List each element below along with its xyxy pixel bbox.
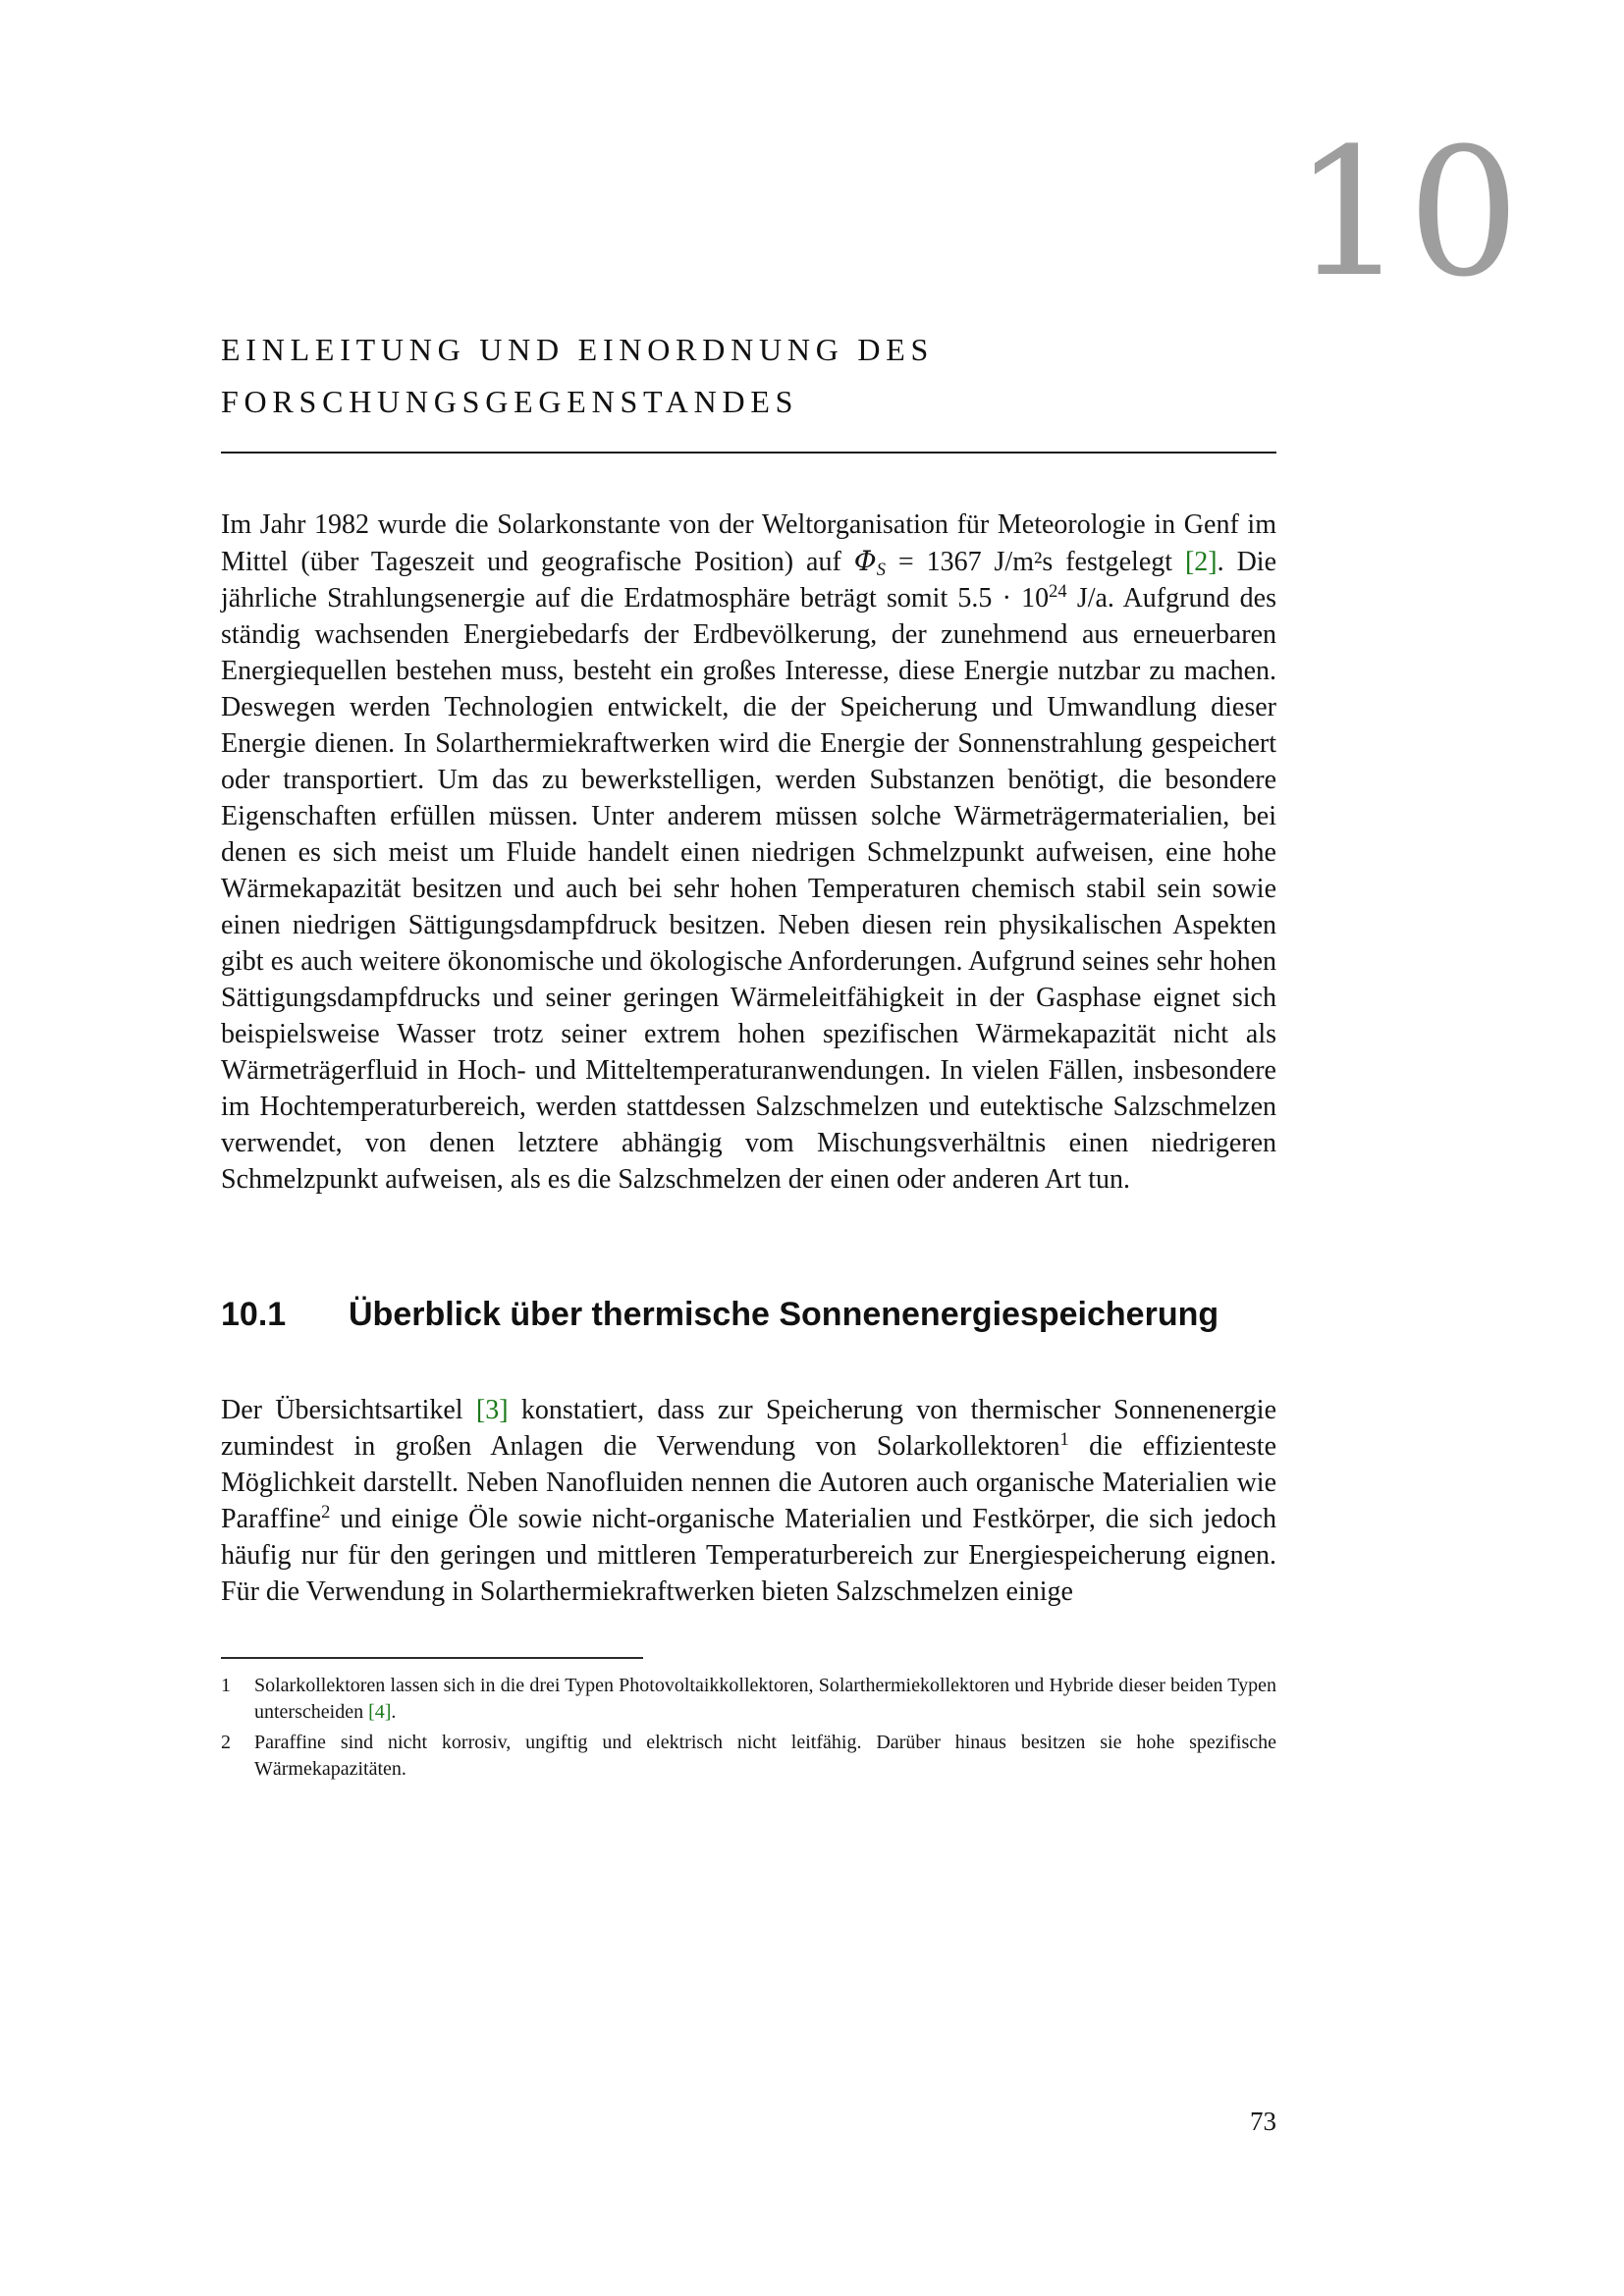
text-segment: J/a. Aufgrund des ständig wachsenden Energiebedarfs der Erdbevölkerung, der zunehmend aus erneuerbaren Energiequellen bestehen muss, besteht ein großes Interesse, diese Energie nutzbar zu machen. Deswegen werden Technologien entwickelt, die der Speicherung und Umwandlung dieser Energie dienen. In Solarthermiekraftwerken wird die Energie der Sonnenstrahlung gespeichert oder transportiert. Um das zu bewerkstelligen, werden Substanzen benötigt, die besondere Eigenschaften erfüllen müssen. Unter anderem müssen solche Wärmeträgermaterialien, bei denen es sich meist um Fluide handelt einen niedrigen Schmelzpunkt aufweisen, eine hohe Wärmekapazität besitzen und auch bei sehr hohen Temperaturen chemisch stabil sein sowie einen niedrigen Sättigungsdampfdruck besitzen. Neben diesen rein physikalischen Aspekten gibt es auch weitere ökonomische und ökologische Anforderungen. Aufgrund seines sehr hohen Sättigungsdampfdrucks und seiner geringen Wärmeleitfähigkeit in der Gasphase eignet sich beispielsweise Wasser trotz seiner extrem hohen spezifischen Wärmekapazität nicht als Wärmeträgerfluid in Hoch- und Mitteltemperaturanwendungen. In vielen Fällen, insbesondere im Hochtemperaturbereich, werden stattdessen Salzschmelzen und eutektische Salzschmelzen verwendet, von denen letztere abhängig vom Mischungsverhältnis einen niedrigeren Schmelzpunkt aufweisen, als es die Salzschmelzen der einen oder anderen Art tun.	[221, 583, 1276, 1195]
chapter-title-rule	[221, 452, 1276, 454]
citation-link[interactable]: [4]	[368, 1701, 392, 1723]
footnote-text	[254, 1673, 1276, 1726]
chapter-number: 10	[1292, 111, 1522, 316]
citation-link[interactable]: [3]	[475, 1395, 509, 1425]
footnote-marker: 2	[221, 1732, 231, 1753]
text-segment: Im Jahr 1982 wurde die Solarkonstante von der Weltorganisation für Meteorologie in Genf im Mittel (über Tageszeit und geografische Position) auf	[221, 509, 1276, 577]
text-segment: die effizienteste Möglichkeit darstellt. Neben Nanofluiden nennen die Autoren auch organische Materialien wie Paraffine	[221, 1431, 1276, 1534]
text-segment: = 1367 J/m²s festgelegt	[885, 547, 1185, 577]
text-segment: und einige Öle sowie nicht-organische Materialien und Festkörper, die sich jedoch häufig nur für den geringen und mittleren Temperaturbereich zur Energiespeicherung eignen. Für die Verwendung in Solarthermiekraftwerken bieten Salzschmelzen einige	[221, 1504, 1276, 1607]
section-paragraph	[221, 1392, 1276, 1610]
intro-paragraph	[221, 507, 1276, 1198]
section-number: 10.1	[221, 1296, 287, 1333]
superscript-marker: 1	[1059, 1428, 1069, 1449]
footnote-text	[254, 1730, 1276, 1783]
superscript-marker: 24	[1049, 580, 1067, 601]
section-title: Überblick über thermische Sonnenenergiespeicherung	[349, 1296, 1219, 1333]
text-segment: Paraffine sind nicht korrosiv, ungiftig und elektrisch nicht leitfähig. Darüber hinaus besitzen sie hohe spezifische Wärmekapazitäten.	[254, 1732, 1276, 1780]
footnote-item	[221, 1730, 1276, 1783]
text-segment: Der Übersichtsartikel	[221, 1395, 476, 1425]
text-segment: .	[391, 1701, 397, 1723]
footnote-marker: 1	[221, 1675, 231, 1696]
footnote-item	[221, 1673, 1276, 1726]
citation-link[interactable]: [2]	[1184, 547, 1218, 577]
text-block	[221, 0, 1276, 1783]
subscript: S	[876, 560, 886, 580]
footnote-rule	[221, 1657, 643, 1659]
text-segment: . Die jährliche Strahlungsenergie auf die Erdatmosphäre beträgt somit 5.5 · 10	[221, 547, 1276, 614]
section-heading	[221, 1290, 1276, 1339]
superscript-marker: 2	[321, 1501, 331, 1522]
chapter-title: EINLEITUNG UND EINORDNUNG DES FORSCHUNGSGEGENSTANDES	[221, 332, 935, 419]
footnotes	[221, 1673, 1276, 1783]
math-symbol: Φ	[853, 545, 877, 577]
page-number: 73	[1250, 2107, 1276, 2136]
text-segment: Solarkollektoren lassen sich in die drei Typen Photovoltaikkollektoren, Solarthermiekollektoren und Hybride dieser beiden Typen unterscheiden	[254, 1675, 1276, 1723]
text-segment: konstatiert, dass zur Speicherung von thermischer Sonnenenergie zumindest in großen Anlagen die Verwendung von Solarkollektoren	[221, 1395, 1277, 1462]
